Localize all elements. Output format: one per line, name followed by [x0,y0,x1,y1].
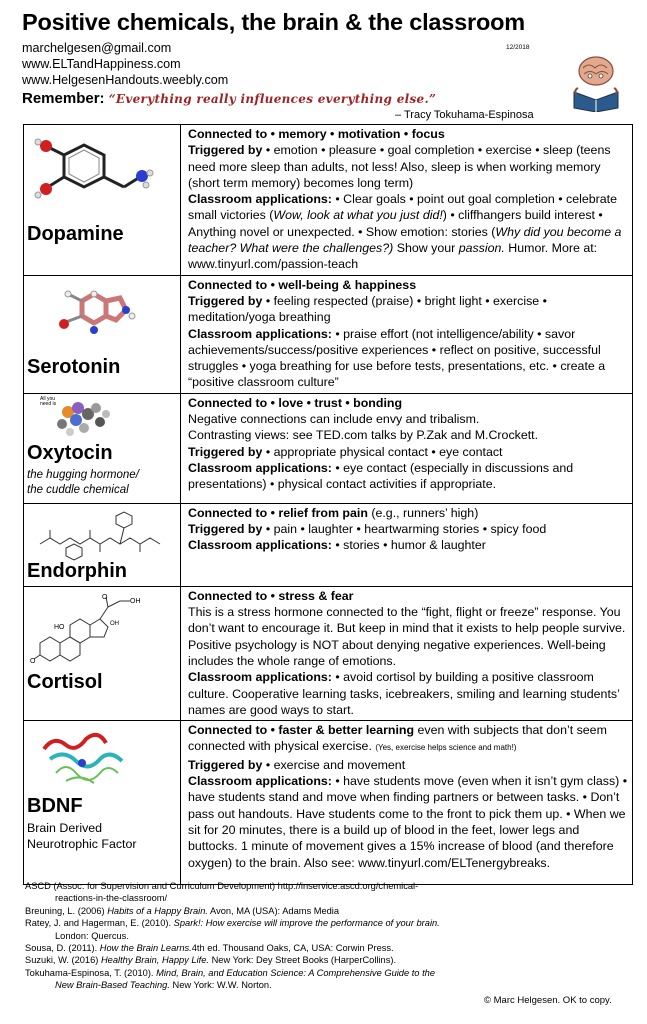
bdnf-details [181,721,633,885]
chemical-name-dopamine: Dopamine [27,223,124,245]
row-serotonin [24,275,633,393]
row-oxytocin [24,393,633,503]
serotonin-triggered [188,293,629,326]
references [25,880,625,992]
oxytocin-line-2: Contrasting views: see TED.com talks by P.Zak and M.Crockett. [188,428,539,443]
dopamine-app-1-italic: Wow, look at what you just did! [273,208,443,223]
oxytocin-molecule-caption: All you need is [40,395,57,407]
triggered-label: Triggered by [188,444,263,459]
oxytocin-nickname-2: the cuddle chemical [27,483,129,496]
oxytocin-details [181,393,633,503]
classroom-label: Classroom applications: [188,460,332,475]
dopamine-connected [188,126,629,142]
remember-quote: “Everything really influences everything else.” [108,92,437,106]
classroom-label: Classroom applications: [188,670,332,685]
connected-label: Connected to [188,127,268,141]
endorphin-app-text: • stories • humor & laughter [331,538,486,553]
oxytocin-cell [24,393,181,503]
ref-suzuki-author: Suzuki, W. (2016) [25,955,101,966]
bdnf-fullname-1: Brain Derived [27,821,103,836]
triggered-label: Triggered by [188,143,263,158]
chemical-name-endorphin: Endorphin [27,559,127,582]
cortisol-app-text: • avoid cortisol by building a positive classroom culture. Cooperative learning tasks, icebreakers, smiling and learning students’ names are good ways to start. [188,670,620,717]
endorphin-applications [188,537,629,553]
cortisol-molecule-icon [30,593,150,663]
cortisol-connected-text: • stress & fear [267,588,354,603]
ref-breuning-pub: Avon, MA (USA): Adams Media [207,905,340,916]
dopamine-connected-text: • memory • motivation • focus [267,127,445,141]
page-title [22,8,632,36]
ref-sousa-title: How the Brain Learns. [99,943,192,954]
dopamine-app-3: Show your [393,241,459,256]
bdnf-applications [188,773,629,871]
dopamine-details [181,125,633,276]
dopamine-app-4: Humor. More at: www.tinyurl.com/passion-teach [188,241,598,272]
contact-block [22,40,228,88]
serotonin-applications [188,326,629,391]
bdnf-cell [24,721,181,885]
connected-label: Connected to [188,505,268,520]
ref-ratey-author: Ratey, J. and Hagerman, E. (2010). [25,918,174,929]
ref-tokuhama-title-2: New Brain-Based Teaching. [55,980,170,991]
bdnf-connected-text: • faster & better learning [267,723,415,738]
row-dopamine [24,125,633,276]
ref-sousa-author: Sousa, D. (2011). [25,943,100,954]
endorphin-details [181,503,633,586]
serotonin-app-text: • praise effort (not intelligence/ability • savor achievements/success/positive experiences • reflect on positive, successful struggles • yoga breathing for use before tests, presentations, etc. • create a “positive classroom culture” [188,326,606,390]
ref-ascd: ASCD (Assoc. for Supervision and Curriculum Development) http://inservice.ascd.org/chemical- [25,881,419,891]
bdnf-connected [188,722,629,757]
bdnf-connected-rest: even with subjects that don’t seem connected with physical exercise. [188,723,607,754]
ref-breuning-title: Habits of a Happy Brain. [107,905,208,916]
remember-line [22,90,436,107]
endorphin-triggered [188,521,629,537]
serotonin-connected-text: • well-being & happiness [267,277,417,292]
ref-suzuki-title: Healthy Brain, Happy Life. [100,955,209,966]
dopamine-app-1: • Clear goals • point out goal completion • celebrate small victories ( [188,192,617,223]
oxytocin-molecule-icon [48,398,118,440]
ref-suzuki-pub: New York: Dey Street Books (HarperCollins). [208,955,397,966]
ref-breuning-author: Breuning, L. (2006) [25,905,108,916]
svg-text:OH: OH [130,597,141,605]
ref-suzuki [25,954,625,966]
classroom-label: Classroom applications: [188,774,332,789]
ref-tokuhama-author: Tokuhama-Espinosa, T. (2010). [25,967,157,978]
triggered-label: Triggered by [188,293,263,308]
bdnf-fullname-2: Neurotrophic Factor [27,837,137,852]
classroom-label: Classroom applications: [188,326,332,341]
row-cortisol [24,586,633,720]
bdnf-connected-note: (Yes, exercise helps science and math!) [375,743,517,753]
endorphin-cell [24,503,181,586]
chemical-name-oxytocin: Oxytocin [27,441,113,464]
ref-breuning [25,905,625,917]
oxytocin-app-text: • eye contact (especially in discussions and presentations) • physical contact activities if appropriate. [188,460,574,492]
triggered-label: Triggered by [188,757,263,772]
row-bdnf [24,721,633,885]
oxytocin-applications [188,460,629,493]
cortisol-cell [24,586,181,720]
endorphin-connected-extra: (e.g., runners’ high) [367,505,479,520]
cortisol-details [181,586,633,720]
svg-text:O: O [102,593,108,601]
classroom-label: Classroom applications: [188,538,332,553]
ref-tokuhama [25,967,625,979]
serotonin-triggered-text: • feeling respected (praise) • bright light • exercise • meditation/yoga breathing [188,293,547,325]
ref-ratey-title: Spark!: How exercise will improve the performance of your brain. [173,918,440,929]
connected-label: Connected to [188,588,268,603]
oxytocin-line-1: Negative connections can include envy and tribalism. [188,412,480,427]
bdnf-triggered-text: • exercise and movement [262,757,406,772]
dopamine-applications [188,191,629,272]
serotonin-details [181,275,633,393]
serotonin-cell [24,275,181,393]
ref-sousa [25,942,625,954]
chemical-name-serotonin: Serotonin [27,355,121,378]
dopamine-app-2-italic: Why did you become a teacher? What were the challenges?) [188,224,622,256]
svg-text:OH: OH [110,620,119,627]
website-link-2[interactable]: www.HelgesenHandouts.weebly.com [22,73,229,87]
cortisol-body: This is a stress hormone connected to the “fight, flight or freeze” response. You don’t want to encourage it. But keep in mind that it exists to help people survive. Positive psychology is NOT about denying negative experiences. Well-being includes the whole range of emotions. [188,605,626,668]
oxytocin-connected-text: • love • trust • bonding [267,395,403,410]
dopamine-triggered [188,142,629,191]
endorphin-molecule-icon [36,510,166,562]
classroom-label: Classroom applications: [188,192,332,207]
oxytocin-connected [188,395,629,411]
brain-reading-icon [566,54,626,112]
oxytocin-triggered-text: • appropriate physical contact • eye contact [262,444,503,459]
remember-label: Remember: [22,90,105,107]
chemical-name-cortisol: Cortisol [27,670,103,693]
triggered-label: Triggered by [188,522,263,537]
email-link[interactable]: marchelgesen@gmail.com [22,41,172,55]
bdnf-app-text: • have students move (even when it isn’t gym class) • have students stand and move when finding partners or between tasks. • Don’t pass out handouts. Have students come to the front to pick them up. • When we sit for 20 minutes, there is a build up of blood in the feet, lower legs and buttocks. 1 minute of movement gives a 15% increase of blood (and therefore oxygen) to the brain. Also see: www.tinyurl.com/ELTenergybreaks. [188,774,628,870]
copyright-notice: © Marc Helgesen. OK to copy. [484,995,612,1006]
endorphin-connected [188,505,629,521]
dopamine-app-3-italic: passion. [458,241,505,256]
connected-label: Connected to [188,723,268,738]
dopamine-molecule-icon [34,133,154,213]
dopamine-triggered-text: • emotion • pleasure • goal completion • exercise • sleep (teens need more sleep than adults, not less! Also, sleep is when working memory (short term memory) becomes long term) [188,143,611,190]
ref-tokuhama-pub: New York: W.W. Norton. [169,980,272,991]
bdnf-protein-icon [36,729,131,789]
svg-text:O: O [30,657,36,663]
dopamine-cell [24,125,181,276]
endorphin-connected-text: • relief from pain [267,505,368,520]
chemicals-table [23,124,633,885]
connected-label: Connected to [188,395,268,410]
connected-label: Connected to [188,277,268,292]
title-text: Positive chemicals, the brain & the classroom [22,9,525,35]
bdnf-triggered [188,757,629,773]
ref-ratey-pub: London: Quercus. [55,930,129,941]
ref-ratey [25,917,625,929]
oxytocin-triggered [188,444,629,460]
ref-tokuhama-title: Mind, Brain, and Education Science: A Comprehensive Guide to the [156,967,435,978]
row-endorphin [24,503,633,586]
dopamine-app-2: ) • cliffhangers build interest • Anything novel or unexpected. • Show emotion: stories ( [188,208,603,239]
website-link-1[interactable]: www.ELTandHappiness.com [22,57,181,71]
ref-tokuhama-cont [25,979,625,991]
serotonin-connected [188,277,629,293]
chemical-name-bdnf: BDNF [27,795,83,818]
quote-attribution: – Tracy Tokuhama-Espinosa [395,109,534,121]
cortisol-applications [188,669,629,718]
date-label: 12/2018 [506,44,530,51]
ref-ascd-cont: reactions-in-the-classroom/ [55,893,168,904]
oxytocin-nickname-1: the hugging hormone/ [27,468,139,481]
endorphin-triggered-text: • pain • laughter • heartwarming stories • spicy food [262,522,547,537]
svg-text:HO: HO [54,623,65,631]
serotonin-molecule-icon [42,286,142,346]
cortisol-connected [188,588,629,604]
ref-sousa-pub: 4th ed. Thousand Oaks, CA, USA: Corwin Press. [191,943,394,954]
